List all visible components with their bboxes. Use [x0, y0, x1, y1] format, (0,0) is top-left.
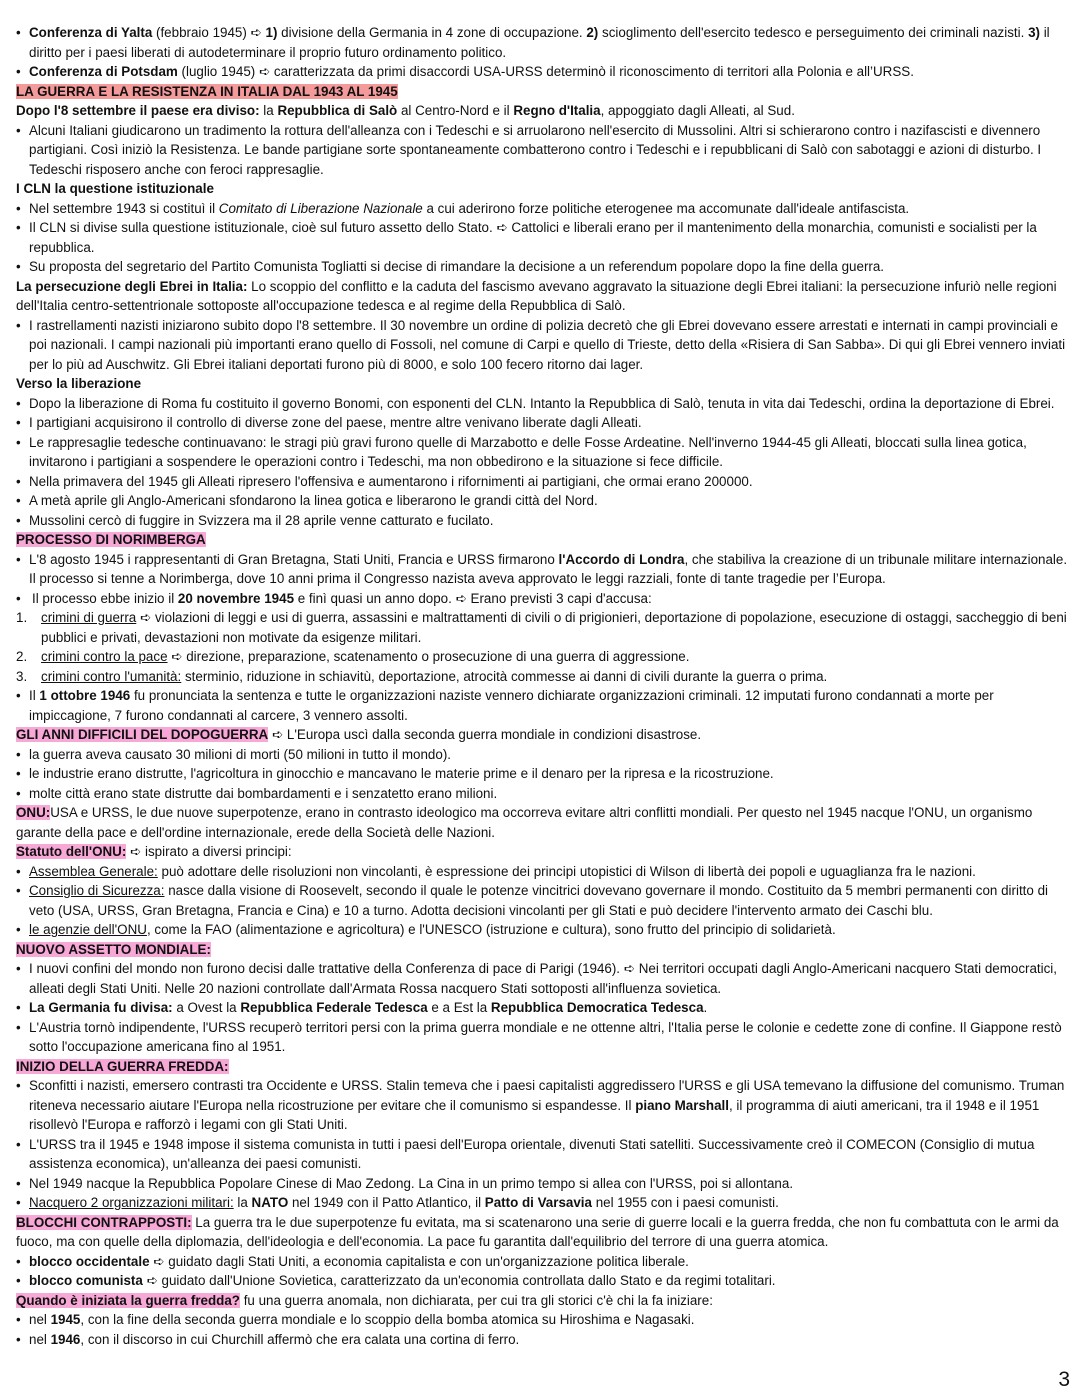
numbered-item: 1. crimini di guerra ➪ violazioni di leggi e usi di guerra, assassini e maltrattamenti di civili o di prigionieri, deportazione di popolazione, esecuzione di ostaggi, saccheggio di beni pubblici e privati, devastazioni non motivate da esigenze militari. [16, 610, 1067, 645]
list-item: • I nuovi confini del mondo non furono decisi dalle trattative della Conferenza di pace di Parigi (1946). ➪ Nei territori occupati dagli Anglo-Americani nacquero Stati democratici, alleati degli Stati Uniti. Nelle 20 nazioni controllate dall'Armata Rossa nacquero Stati sottoposti all'influenza sovietica. [16, 959, 1076, 998]
onu-intro: ONU:USA e URSS, le due nuove superpotenze, erano in contrasto ideologico ma occorreva evitare altri conflitti mondiali. Per questo nel 1945 nacque l'ONU, un organismo garante della pace e dell'ordine internazionale, erede della Società delle Nazioni. [16, 805, 1033, 840]
list-item: • Sconfitti i nazisti, emersero contrasti tra Occidente e URSS. Stalin temeva che i paesi capitalisti aggredissero l'URSS e gli USA temevano la diffusione del comunismo. Truman riteneva necessario aiutare l'Europa nella ricostruzione per evitare che il comunismo si espandesse. Il piano Marshall, il programma di aiuti americani, tra il 1948 e il 1951 risollevò l'Europa e rafforzò i legami con gli Stati Uniti. [16, 1076, 1076, 1135]
ebrei-intro: La persecuzione degli Ebrei in Italia: Lo scoppio del conflitto e la caduta del fascismo avevano aggravato la situazione degli Ebrei italiani: la persecuzione infuriò nelle regioni dell'Italia centro-settentrionale sottoposte all'occupazione tedesca e al regime della Repubblica di Salò. [16, 278, 1057, 313]
list-item: • A metà aprile gli Anglo-Americani sfondarono la linea gotica e liberarono le grandi città del Nord. [16, 491, 1076, 511]
arrow-icon: ➪ [258, 64, 271, 79]
list-item: • L'8 agosto 1945 i rappresentanti di Gran Bretagna, Stati Uniti, Francia e URSS firmarono l'Accordo di Londra, che stabiliva la creazione di un tribunale militare internazionale. Il processo si tenne a Norimberga, dove 10 anni prima il Congresso nazista aveva approvato le leggi razziali, fonte di tante tragedie per l’Europa. [16, 550, 1076, 589]
subheading-cln: I CLN la questione istituzionale [16, 181, 214, 196]
arrow-icon: ➪ [171, 649, 183, 664]
section-heading-guerra-fredda: INIZIO DELLA GUERRA FREDDA: [16, 1058, 229, 1074]
list-item: • molte città erano state distrutte dai bombardamenti e i senzatetto erano milioni. [16, 784, 1076, 804]
arrow-icon: ➪ [130, 844, 142, 859]
list-item: • L'Austria tornò indipendente, l'URSS recuperò territori persi con la prima guerra mondiale e ne ottenne altri, l'Italia perse le colonie e cedette zone di confine. Il Giappone restò sotto l'occupazione americana fino al 1951. [16, 1018, 1076, 1057]
blocchi-intro: BLOCCHI CONTRAPPOSTI: La guerra tra le due superpotenze fu evitata, ma si scatenarono una serie di guerre locali e la guerra fredda, che non fu combattuta con le armi da fuoco, ma con quelle della diplomazia, dell'ideologia e dell'economia. La pace fu garantita dall'equilibrio del terrore di una guerra atomica. [16, 1214, 1059, 1249]
page-number: 3 [1058, 1368, 1070, 1391]
list-item: • Il CLN si divise sulla questione istituzionale, cioè sul futuro assetto dello Stato. ➪ Cattolici e liberali erano per il mantenimento della monarchia, comunisti e socialisti per la repubblica. [16, 218, 1076, 257]
numbered-item: 3. crimini contro l'umanità: sterminio, riduzione in schiavitù, deportazione, atrocità commesse ai danni di civili durante la guerra o prima. [16, 668, 828, 684]
section-heading-assetto: NUOVO ASSETTO MONDIALE: [16, 941, 211, 957]
list-item: • Mussolini cercò di fuggire in Svizzera ma il 28 aprile venne catturato e fucilato. [16, 511, 1076, 531]
list-item: • L'URSS tra il 1945 e 1948 impose il sistema comunista in tutti i paesi dell'Europa orientale, divenuti Stati satelliti. Successivamente creò il COMECON (Consiglio di mutua assistenza economica), un'alleanza dei paesi comunisti. [16, 1135, 1076, 1174]
list-item: • I rastrellamenti nazisti iniziarono subito dopo l'8 settembre. Il 30 novembre un ordine di polizia decretò che gli Ebrei dovevano essere arrestati e internati in campi provinciali e poi nazionali. I campi nazionali più importanti erano quello di Fossoli, nel comune di Carpi e quello di Trieste, detto della «Risiera di San Sabba». Di qui gli Ebrei vennero inviati per lo più ad Auschwitz. Gli Ebrei italiani deportati furono più di 8000, e solo 100 fecero ritorno dai lager. [16, 316, 1076, 375]
section-heading-resistenza: LA GUERRA E LA RESISTENZA IN ITALIA DAL 1943 AL 1945 [16, 83, 398, 99]
arrow-icon: ➪ [455, 590, 467, 606]
arrow-icon: ➪ [153, 1253, 165, 1269]
statuto-onu: Statuto dell'ONU: ➪ ispirato a diversi principi: [16, 844, 292, 859]
list-item: • Nel settembre 1943 si costituì il Comitato di Liberazione Nazionale a cui aderirono forze politiche eterogenee ma accomunate dall'ideale antifascista. [16, 199, 1076, 219]
inizio-intro: Quando è iniziata la guerra fredda? fu una guerra anomala, non dichiarata, per cui tra gli storici c'è chi la fa iniziare: [16, 1292, 713, 1308]
arrow-icon: ➪ [146, 1273, 158, 1288]
yalta-item: • Conferenza di Yalta (febbraio 1945) ➪ 1) divisione della Germania in 4 zone di occupazione. 2) scioglimento dell'esercito tedesco e perseguimento dei criminali nazisti. 3) il diritto per i paesi liberati di autodeterminare il proprio futuro ordinamento politico. [16, 23, 1076, 62]
list-item: • Alcuni Italiani giudicarono un tradimento la rottura dell'alleanza con i Tedeschi e si arruolarono nell'esercito di Mussolini. Altri si schierarono contro i nazifascisti e divennero partigiani. Così iniziò la Resistenza. Le bande partigiane sorte spontaneamente combatterono contro i Tedeschi e i repubblicani di Salò con sabotaggi e azioni di disturbo. I Tedeschi risposero anche con feroci rappresaglie. [16, 121, 1076, 180]
resistenza-intro: Dopo l'8 settembre il paese era diviso: la Repubblica di Salò al Centro-Nord e il Regno d'Italia, appoggiato dagli Alleati, al Sud. [16, 103, 795, 118]
notes-page [16, 23, 1076, 1349]
list-item: • Nella primavera del 1945 gli Alleati ripresero l'offensiva e aumentarono i rifornimenti ai partigiani, che ormai erano 200000. [16, 472, 1076, 492]
list-item: • Consiglio di Sicurezza: nasce dalla visione di Roosevelt, secondo il quale le potenze vincitrici dovevano governare il mondo. Costituito da 5 membri permanenti con diritto di veto (USA, URSS, Gran Bretagna, Francia e Cina) e 10 a turno. Adotta decisioni vincolanti per gli Stati e può decidere l'intervento armato dei Caschi blu. [16, 881, 1076, 920]
dopoguerra-intro: GLI ANNI DIFFICILI DEL DOPOGUERRA ➪ L'Europa uscì dalla seconda guerra mondiale in condizioni disastrose. [16, 727, 702, 742]
arrow-icon: ➪ [271, 727, 284, 742]
list-item: • Il processo ebbe inizio il 20 novembre 1945 e finì quasi un anno dopo. ➪ Erano previsti 3 capi d'accusa: [16, 589, 1076, 609]
arrow-icon: ➪ [623, 961, 635, 976]
list-item: • blocco occidentale ➪ guidato dagli Stati Uniti, a economia capitalista e con un'organizzazione politica liberale. [16, 1252, 1076, 1272]
list-item: • Dopo la liberazione di Roma fu costituito il governo Bonomi, con esponenti del CLN. Intanto la Repubblica di Salò, tenuta in vita dai Tedeschi, ordina la deportazione di Ebrei. [16, 394, 1076, 414]
list-item: • Su proposta del segretario del Partito Comunista Togliatti si decise di rimandare la decisione a un referendum popolare dopo la fine della guerra. [16, 257, 1076, 277]
list-item: • Il 1 ottobre 1946 fu pronunciata la sentenza e tutte le organizzazioni naziste vennero dichiarate organizzazioni criminali. 12 imputati furono condannati a morte per impiccagione, 7 furono condannati al carcere, 3 vennero assolti. [16, 686, 1076, 725]
arrow-icon: ➪ [140, 610, 152, 625]
subheading-liberazione: Verso la liberazione [16, 376, 142, 391]
arrow-icon: ➪ [496, 220, 508, 235]
list-item: • Le rappresaglie tedesche continuavano: le stragi più gravi furono quelle di Marzabotto e delle Fosse Ardeatine. Nell'inverno 1944-45 gli Alleati, bloccati sulla linea gotica, invitarono i partigiani a sospendere le operazioni contro i Tedeschi, ma non obbedirono e la situazione si fece difficile. [16, 433, 1076, 472]
list-item: • Nel 1949 nacque la Repubblica Popolare Cinese di Mao Zedong. La Cina in un primo tempo si allea con l'URSS, poi si allontana. [16, 1174, 1076, 1194]
potsdam-item: • Conferenza di Potsdam (luglio 1945) ➪ caratterizzata da primi disaccordi USA-URSS determinò il riconoscimento di territori alla Polonia e all’URSS. [16, 62, 1076, 82]
arrow-icon: ➪ [250, 25, 262, 40]
list-item: • nel 1946, con il discorso in cui Churchill affermò che era calata una cortina di ferro. [16, 1330, 1076, 1350]
list-item: • La Germania fu divisa: a Ovest la Repubblica Federale Tedesca e a Est la Repubblica Democratica Tedesca. [16, 998, 1076, 1018]
list-item: • I partigiani acquisirono il controllo di diverse zone del paese, mentre altre venivano liberate dagli Alleati. [16, 413, 1076, 433]
list-item: • nel 1945, con la fine della seconda guerra mondiale e lo scoppio della bomba atomica su Hiroshima e Nagasaki. [16, 1310, 1076, 1330]
numbered-item: 2. crimini contro la pace ➪ direzione, preparazione, scatenamento o prosecuzione di una guerra di aggressione. [16, 649, 690, 664]
section-heading-norimberga: PROCESSO DI NORIMBERGA [16, 532, 206, 547]
list-item: • Assemblea Generale: può adottare delle risoluzioni non vincolanti, è espressione dei principi utopistici di Wilson di libertà dei popoli e uguaglianza fra le nazioni. [16, 862, 1076, 882]
list-item: • Nacquero 2 organizzazioni militari: la NATO nel 1949 con il Patto Atlantico, il Patto di Varsavia nel 1955 con i paesi comunisti. [16, 1193, 1076, 1213]
list-item: • le industrie erano distrutte, l'agricoltura in ginocchio e mancavano le materie prime e il denaro per la ripresa e la ricostruzione. [16, 764, 1076, 784]
list-item: • le agenzie dell'ONU, come la FAO (alimentazione e agricoltura) e l'UNESCO (istruzione e cultura), sono frutto del principio di solidarietà. [16, 920, 1076, 940]
list-item: • la guerra aveva causato 30 milioni di morti (50 milioni in tutto il mondo). [16, 745, 1076, 765]
list-item: • blocco comunista ➪ guidato dall'Unione Sovietica, caratterizzato da un'economia controllata dallo Stato e da regimi totalitari. [16, 1271, 1076, 1291]
